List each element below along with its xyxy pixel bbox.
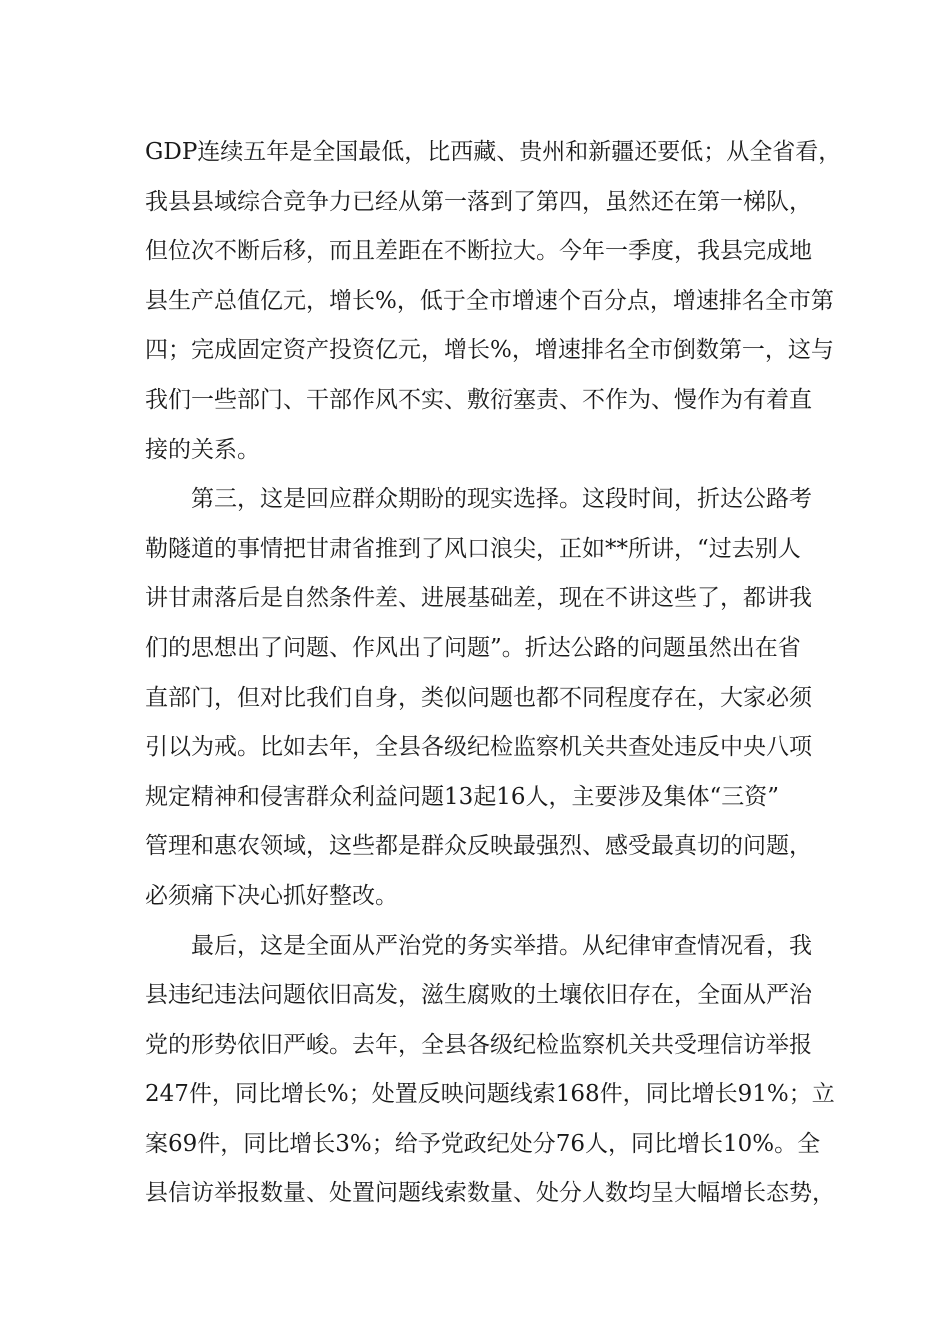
- paragraph-2: [145, 475, 813, 921]
- text-line: 勒隧道的事情把甘肃省推到了风口浪尖，正如**所讲，“过去别人: [145, 535, 801, 562]
- text-line: 县生产总值亿元，增长%，低于全市增速个百分点，增速排名全市第: [145, 287, 834, 314]
- text-line: 四；完成固定资产投资亿元，增长%，增速排名全市倒数第一，这与: [145, 337, 834, 364]
- text-line: 讲甘肃落后是自然条件差、进展基础差，现在不讲这些了，都讲我: [145, 585, 812, 612]
- text-line: 们的思想出了问题、作风出了问题”。折达公路的问题虽然出在省: [145, 634, 801, 661]
- text-line: 管理和惠农领域，这些都是群众反映最强烈、感受最真切的问题，: [145, 833, 812, 860]
- text-line: 我县县域综合竞争力已经从第一落到了第四，虽然还在第一梯队，: [145, 188, 812, 215]
- text-line: 247件，同比增长%；处置反映问题线索168件，同比增长91%；立: [145, 1081, 835, 1108]
- text-line: 必须痛下决心抓好整改。: [145, 882, 398, 909]
- text-line: 县违纪违法问题依旧高发，滋生腐败的土壤依旧存在，全面从严治: [145, 982, 812, 1009]
- text-line: 县信访举报数量、处置问题线索数量、处分人数均呈大幅增长态势，: [145, 1180, 835, 1207]
- text-line: 直部门，但对比我们自身，类似问题也都不同程度存在，大家必须: [145, 684, 812, 711]
- text-line: 案69件，同比增长3%；给予党政纪处分76人，同比增长10%。全: [145, 1130, 821, 1157]
- text-line: 我们一些部门、干部作风不实、敷衍塞责、不作为、慢作为有着直: [145, 386, 812, 413]
- text-line: 第三，这是回应群众期盼的现实选择。这段时间，折达公路考: [191, 486, 812, 513]
- paragraph-3: [145, 922, 835, 1220]
- text-line: 引以为戒。比如去年，全县各级纪检监察机关共查处违反中央八项: [145, 734, 812, 761]
- text-line: 最后，这是全面从严治党的务实举措。从纪律审查情况看，我: [191, 932, 812, 959]
- text-line: 接的关系。: [145, 436, 260, 463]
- paragraph-1: [145, 128, 842, 475]
- text-line: 但位次不断后移，而且差距在不断拉大。今年一季度，我县完成地: [145, 238, 812, 265]
- document-body: [145, 128, 842, 1219]
- text-line: 党的形势依旧严峻。去年，全县各级纪检监察机关共受理信访举报: [145, 1031, 812, 1058]
- text-line: 规定精神和侵害群众利益问题13起16人，主要涉及集体“三资”: [145, 783, 780, 810]
- text-line: GDP连续五年是全国最低，比西藏、贵州和新疆还要低；从全省看，: [145, 139, 842, 165]
